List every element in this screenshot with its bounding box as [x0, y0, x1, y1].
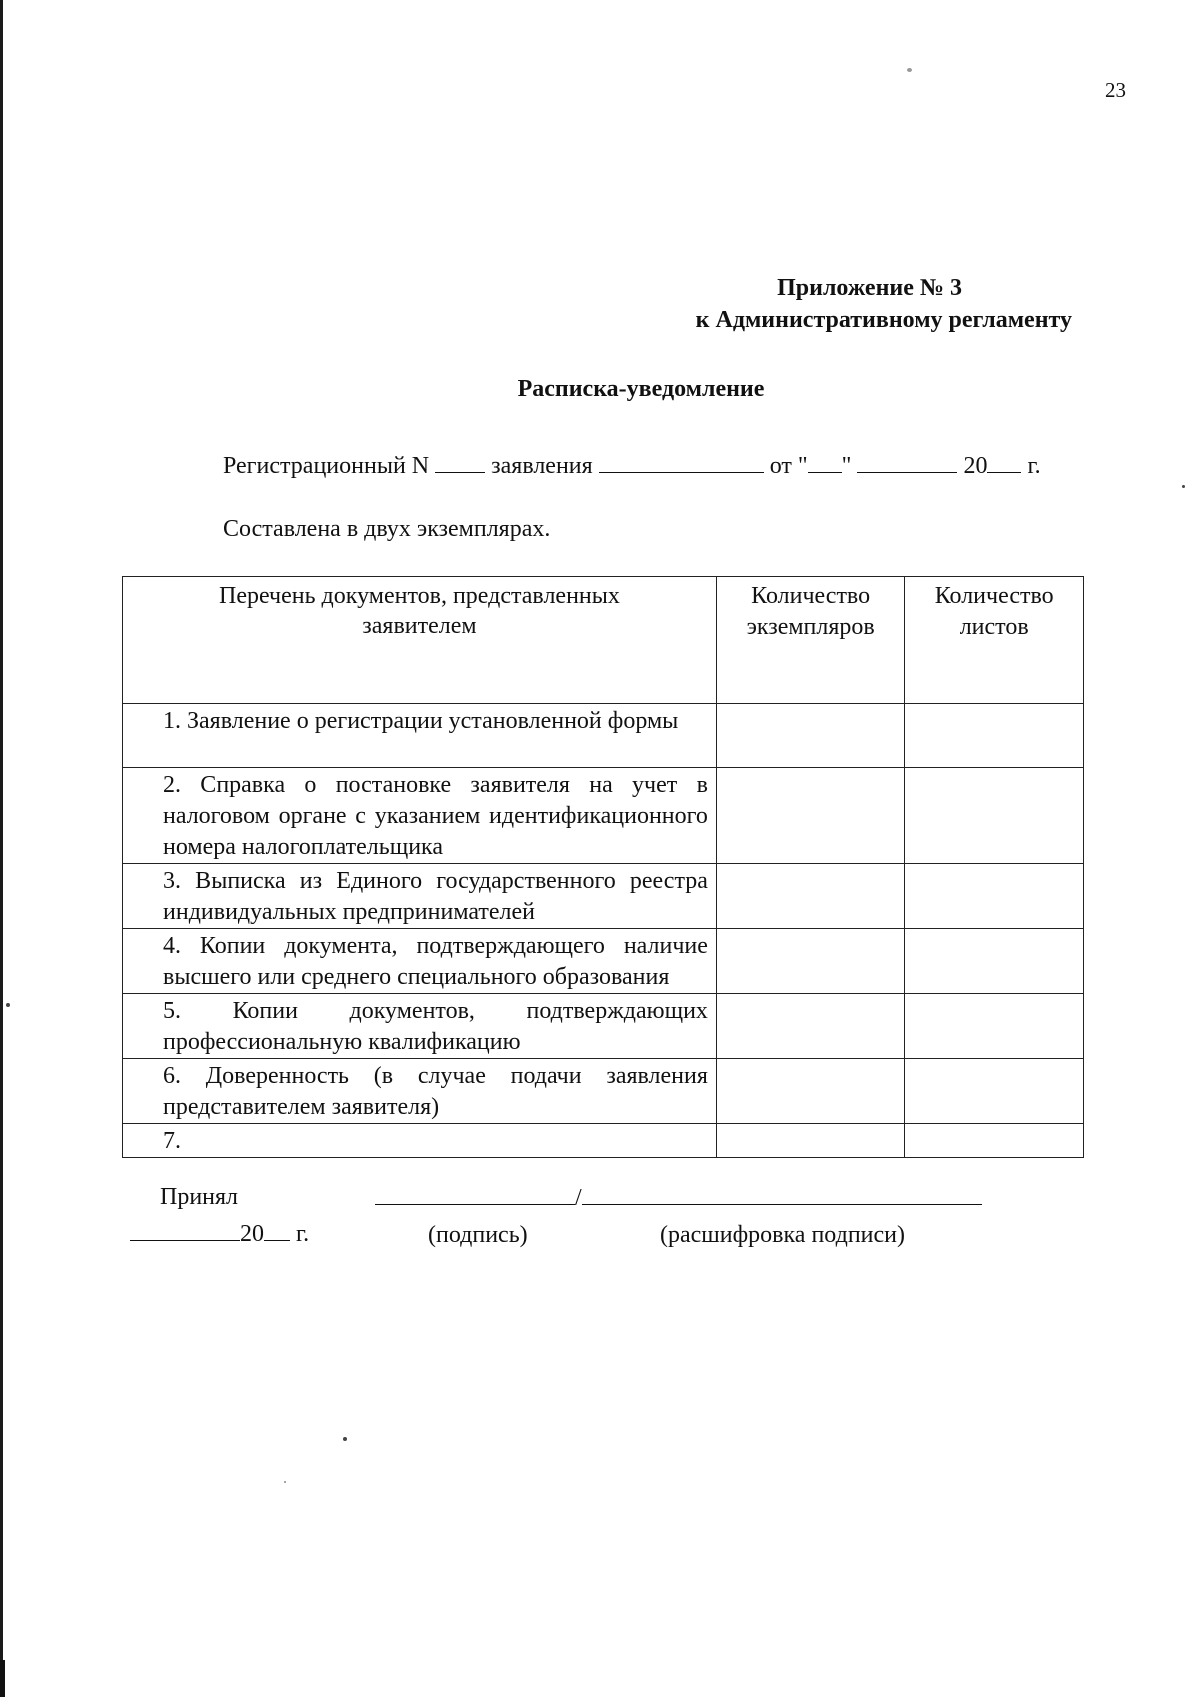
header-sheets: Количество листов: [905, 577, 1084, 704]
year-blank[interactable]: [987, 452, 1021, 473]
document-item: 7.: [123, 1124, 717, 1158]
application-blank[interactable]: [599, 452, 764, 473]
registration-number-blank[interactable]: [435, 452, 485, 473]
table-header-row: [123, 577, 1084, 704]
document-item: 1. Заявление о регистрации установленной формы: [123, 704, 717, 768]
documents-table: [122, 576, 1084, 1158]
table-row: [123, 864, 1084, 929]
sheets-cell[interactable]: [905, 994, 1084, 1059]
date-quote-close: ": [841, 453, 852, 479]
signature-decode-blank[interactable]: [582, 1184, 982, 1205]
document-item: 6. Доверенность (в случае подачи заявления представителем заявителя): [123, 1059, 717, 1124]
copies-cell[interactable]: [716, 994, 904, 1059]
sheets-cell[interactable]: [905, 1059, 1084, 1124]
appendix-header: [696, 272, 1072, 336]
scan-speck: [284, 1481, 286, 1483]
appendix-number: Приложение № 3: [777, 275, 962, 301]
copies-cell[interactable]: [716, 864, 904, 929]
signature-slash: /: [575, 1185, 582, 1211]
header-documents: Перечень документов, представленных заявителем: [123, 577, 717, 704]
appendix-regulation: к Административному регламенту: [695, 307, 1072, 333]
acceptance-date: [130, 1220, 309, 1248]
table-row: [123, 1124, 1084, 1158]
document-title: Расписка-уведомление: [517, 376, 765, 402]
table-row: [123, 994, 1084, 1059]
year-prefix: 20: [963, 453, 988, 479]
copies-cell[interactable]: [716, 704, 904, 768]
copies-cell[interactable]: [716, 929, 904, 994]
scan-edge: [0, 0, 3, 1697]
signature-caption: (подпись): [428, 1222, 528, 1248]
accepted-label: Принял: [160, 1184, 239, 1210]
sheets-cell[interactable]: [905, 864, 1084, 929]
scan-speck: [6, 1003, 10, 1007]
application-label: заявления: [491, 453, 593, 479]
acceptance-year-prefix: 20: [240, 1221, 264, 1247]
registration-label: Регистрационный N: [223, 453, 430, 479]
document-item: 5. Копии документов, подтверждающих профессиональную квалификацию: [123, 994, 717, 1059]
page-number: 23: [1105, 78, 1126, 102]
date-from-label: от ": [769, 453, 808, 479]
day-blank[interactable]: [808, 452, 842, 473]
acceptance-year-blank[interactable]: [264, 1220, 290, 1241]
scan-speck: [343, 1437, 347, 1441]
copies-cell[interactable]: [716, 768, 904, 864]
acceptance-year-suffix: г.: [296, 1221, 310, 1247]
signature-decode-caption: (расшифровка подписи): [660, 1222, 905, 1248]
sheets-cell[interactable]: [905, 929, 1084, 994]
table-row: [123, 1059, 1084, 1124]
scan-speck: [1182, 485, 1185, 488]
sheets-cell[interactable]: [905, 704, 1084, 768]
signature-row: [375, 1184, 982, 1212]
acceptance-date-blank[interactable]: [130, 1220, 240, 1241]
registration-line: [223, 452, 1041, 480]
copies-cell[interactable]: [716, 1059, 904, 1124]
table-row: [123, 704, 1084, 768]
scan-edge-mark: [0, 1660, 5, 1697]
document-item: 4. Копии документа, подтверждающего наличие высшего или среднего специального образования: [123, 929, 717, 994]
document-item: 3. Выписка из Единого государственного реестра индивидуальных предпринимателей: [123, 864, 717, 929]
table-row: [123, 768, 1084, 864]
sheets-cell[interactable]: [905, 768, 1084, 864]
sheets-cell[interactable]: [905, 1124, 1084, 1158]
month-blank[interactable]: [857, 452, 957, 473]
copies-cell[interactable]: [716, 1124, 904, 1158]
signature-blank[interactable]: [375, 1184, 575, 1205]
document-item: 2. Справка о постановке заявителя на учет в налоговом органе с указанием идентификационного номера налогоплательщика: [123, 768, 717, 864]
table-row: [123, 929, 1084, 994]
copies-note: Составлена в двух экземплярах.: [223, 516, 551, 542]
year-suffix: г.: [1027, 453, 1041, 479]
header-copies: Количество экземпляров: [716, 577, 904, 704]
scan-speck: [907, 68, 912, 72]
